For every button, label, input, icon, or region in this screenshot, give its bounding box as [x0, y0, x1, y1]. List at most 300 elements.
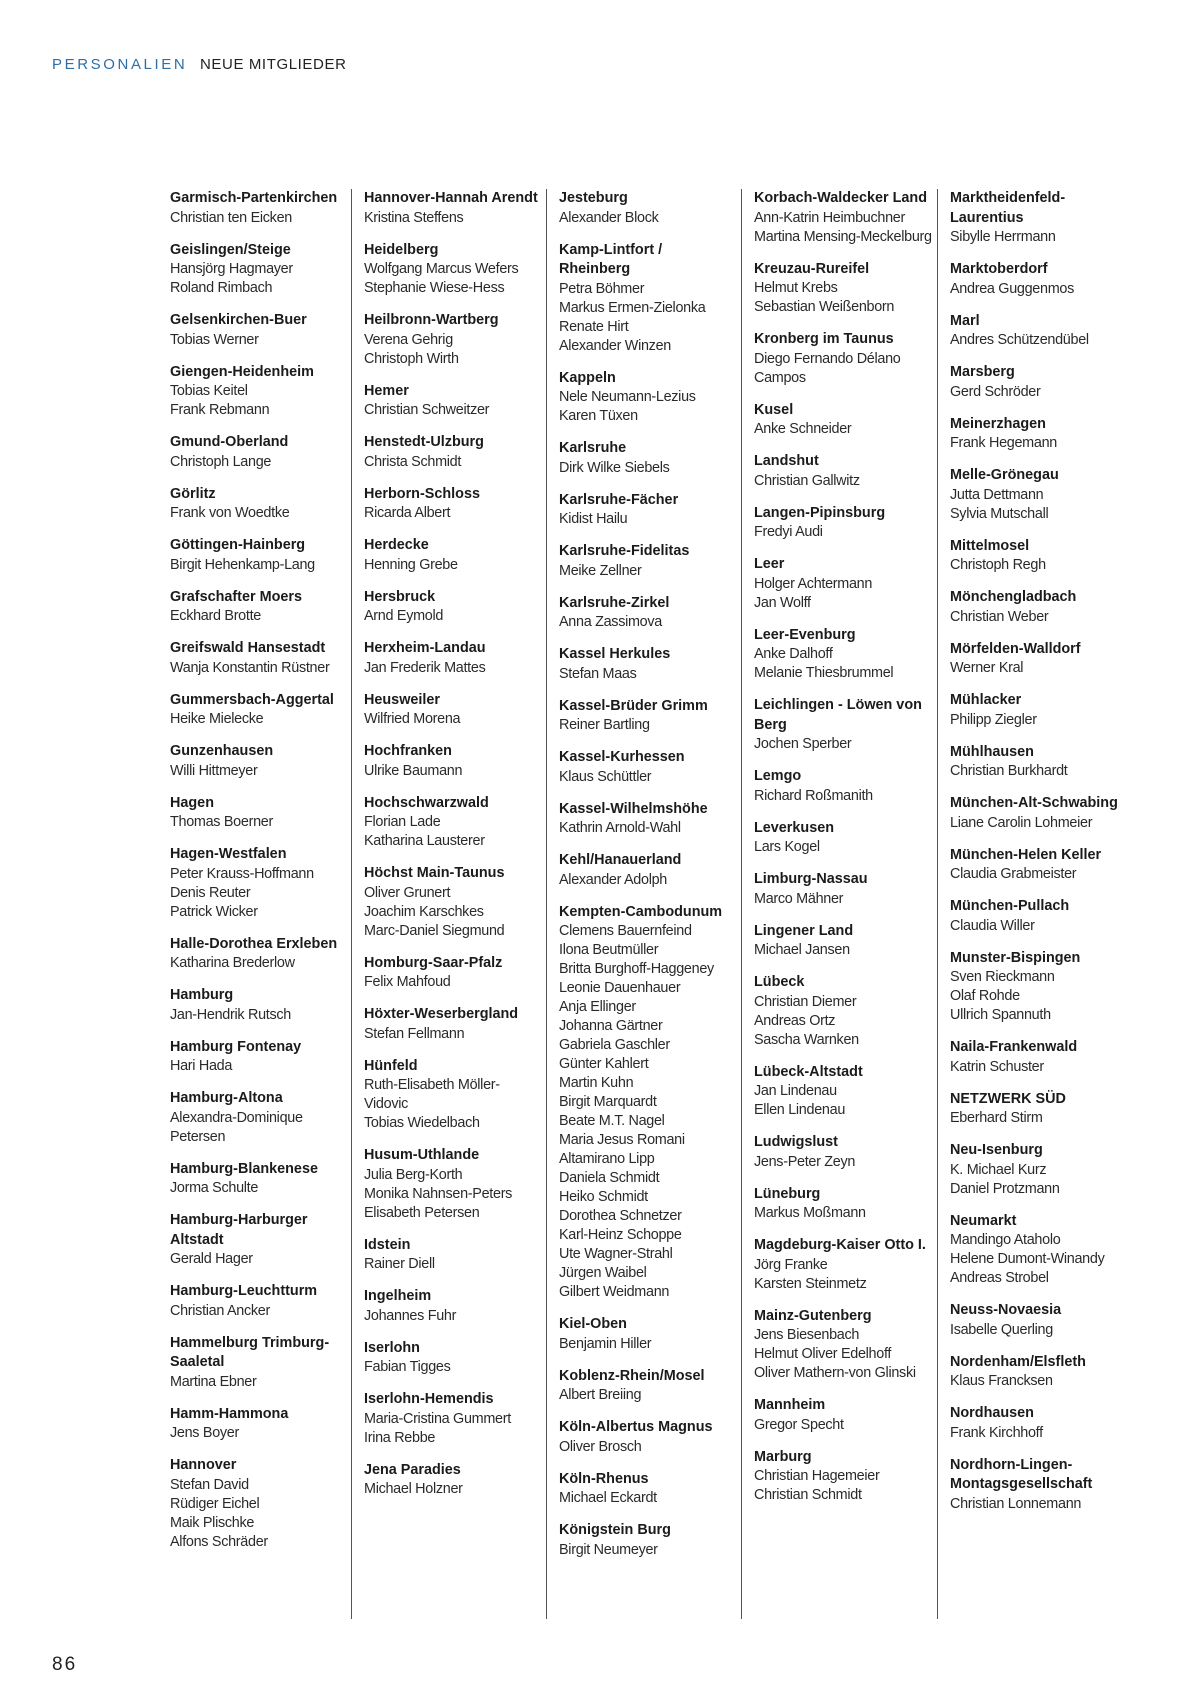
member-name: Benjamin Hiller: [559, 1335, 652, 1352]
member-entry: [559, 1418, 737, 1457]
member-entry: [950, 312, 1128, 351]
member-entry: [170, 639, 348, 678]
club-name: Nordhausen: [950, 1405, 1034, 1421]
club-name: Höxter-Weserbergland: [364, 1006, 519, 1022]
member-entry: [559, 439, 737, 478]
member-name: Liane Carolin Lohmeier: [950, 814, 1093, 831]
member-name: Jörg Franke: [754, 1256, 828, 1273]
club-name: Hagen-Westfalen: [170, 846, 287, 862]
member-entry: [754, 767, 932, 806]
member-entry: [950, 1090, 1128, 1129]
member-entry: [364, 189, 542, 228]
member-entry: [364, 1057, 542, 1134]
member-name: Sven Rieckmann: [950, 969, 1055, 985]
member-entry: [950, 846, 1128, 885]
member-entry: [559, 1315, 737, 1354]
member-name: Felix Mahfoud: [364, 974, 451, 990]
member-name: Reiner Bartling: [559, 717, 650, 733]
member-entry: [170, 588, 348, 627]
member-entry: [364, 864, 542, 941]
club-name: Görlitz: [170, 485, 216, 502]
member-name: Ilona Beutmüller: [559, 942, 659, 958]
club-name: NETZWERK SÜD: [950, 1090, 1066, 1107]
club-name: Ludwigslust: [754, 1134, 838, 1150]
member-name: Thomas Boerner: [170, 814, 273, 830]
member-entry: [559, 697, 737, 736]
member-entry: [754, 696, 932, 754]
member-name: Anke Schneider: [754, 421, 852, 437]
member-name: Christoph Wirth: [364, 350, 459, 367]
member-name: Gerald Hager: [170, 1251, 253, 1267]
club-name: Mainz-Gutenberg: [754, 1307, 872, 1324]
member-name: Tobias Wiedelbach: [364, 1115, 480, 1131]
member-name: Jens Boyer: [170, 1425, 239, 1441]
member-entry: [170, 1160, 348, 1199]
member-name: Helmut Krebs: [754, 280, 838, 296]
club-name: Leer-Evenburg: [754, 626, 856, 643]
club-name: Karlsruhe: [559, 440, 627, 456]
club-name: Hochfranken: [364, 743, 452, 759]
member-name: Johanna Gärtner: [559, 1018, 663, 1034]
member-name: Frank von Woedtke: [170, 505, 290, 521]
member-name: Ruth-Elisabeth Möller-Vidovic: [364, 1077, 500, 1112]
club-name: München-Helen Keller: [950, 846, 1102, 863]
member-entry: [950, 1353, 1128, 1392]
club-name: Kappeln: [559, 369, 616, 386]
member-name: Jürgen Waibel: [559, 1265, 647, 1281]
member-name: Sibylle Herrmann: [950, 229, 1056, 245]
club-name: Heidelberg: [364, 241, 439, 258]
member-name: Nele Neumann-Lezius: [559, 389, 696, 405]
member-name: Andrea Guggenmos: [950, 280, 1074, 297]
club-name: Grafschafter Moers: [170, 588, 302, 605]
member-name: Christian Diemer: [754, 993, 857, 1010]
member-entry: [364, 742, 542, 781]
club-name: Mönchengladbach: [950, 589, 1077, 605]
member-entry: [754, 1185, 932, 1224]
member-entry: [559, 1367, 737, 1406]
member-name: Katrin Schuster: [950, 1058, 1044, 1075]
member-name: Henning Grebe: [364, 556, 458, 573]
member-name: Ute Wagner-Strahl: [559, 1246, 673, 1262]
member-name: Anja Ellinger: [559, 999, 636, 1015]
club-name: Hannover-Hannah Arendt: [364, 190, 538, 206]
club-name: Lübeck: [754, 974, 805, 990]
member-name: Claudia Willer: [950, 917, 1035, 934]
member-entry: [364, 588, 542, 627]
club-name: Kassel Herkules: [559, 646, 671, 662]
member-name: Florian Lade: [364, 814, 441, 830]
member-name: Heike Mielecke: [170, 711, 264, 727]
member-name: Elisabeth Petersen: [364, 1204, 480, 1221]
member-entry: [364, 1287, 542, 1326]
club-name: Heusweiler: [364, 691, 440, 708]
member-entry: [364, 1146, 542, 1223]
member-entry: [754, 1448, 932, 1506]
member-entry: [364, 311, 542, 369]
club-name: Hamburg Fontenay: [170, 1038, 302, 1055]
member-name: Birgit Marquardt: [559, 1094, 657, 1110]
member-name: Gerd Schröder: [950, 383, 1041, 400]
club-name: Neumarkt: [950, 1212, 1017, 1229]
member-name: Michael Holzner: [364, 1481, 463, 1497]
club-name: Lingener Land: [754, 922, 854, 939]
club-name: Gunzenhausen: [170, 743, 274, 759]
member-entry: [559, 645, 737, 684]
member-name: Ann-Katrin Heimbuchner: [754, 209, 905, 226]
member-name: Johannes Fuhr: [364, 1307, 457, 1324]
member-name: Andreas Strobel: [950, 1270, 1049, 1286]
member-entry: [754, 401, 932, 440]
member-name: Christian Ancker: [170, 1302, 270, 1319]
member-entry: [754, 330, 932, 388]
member-name: Alexandra-Dominique Petersen: [170, 1109, 303, 1145]
club-name: Ingelheim: [364, 1288, 432, 1304]
member-name: Frank Kirchhoff: [950, 1424, 1043, 1441]
member-entry: [754, 626, 932, 684]
member-name: Daniel Protzmann: [950, 1180, 1060, 1197]
member-entry: [754, 260, 932, 318]
member-name: Kristina Steffens: [364, 209, 464, 226]
member-name: Christa Schmidt: [364, 453, 462, 470]
column-4: [741, 189, 932, 1619]
member-name: Jorma Schulte: [170, 1180, 259, 1196]
member-name: Klaus Francksen: [950, 1373, 1053, 1389]
member-entry: [950, 415, 1128, 454]
club-name: Koblenz-Rhein/Mosel: [559, 1367, 705, 1384]
member-name: Tobias Werner: [170, 331, 259, 348]
member-entry: [170, 433, 348, 472]
member-name: Eckhard Brotte: [170, 608, 261, 624]
member-entry: [559, 241, 737, 356]
member-name: Heiko Schmidt: [559, 1189, 648, 1205]
member-entry: [170, 691, 348, 730]
member-entry: [950, 640, 1128, 679]
club-name: Geislingen/Steige: [170, 241, 291, 258]
member-name: Ulrike Baumann: [364, 762, 463, 779]
member-entry: [559, 851, 737, 890]
club-name: Hamburg-Leuchtturm: [170, 1283, 318, 1299]
member-entry: [364, 485, 542, 524]
club-name: Köln-Rhenus: [559, 1470, 649, 1487]
club-name: Nordenham/Elsfleth: [950, 1353, 1086, 1370]
member-entry: [170, 485, 348, 524]
club-name: Neuss-Novaesia: [950, 1302, 1062, 1318]
club-name: Homburg-Saar-Pfalz: [364, 954, 503, 971]
member-entry: [559, 542, 737, 581]
club-name: Henstedt-Ulzburg: [364, 434, 484, 450]
member-name: Stefan David: [170, 1476, 249, 1493]
member-entry: [170, 1334, 348, 1392]
member-name: Petra Böhmer: [559, 280, 645, 297]
member-name: Christian Burkhardt: [950, 763, 1068, 779]
page-header: [52, 56, 347, 73]
member-entry: [950, 949, 1128, 1026]
member-entry: [170, 536, 348, 575]
club-name: Leverkusen: [754, 819, 834, 836]
member-name: Marco Mähner: [754, 890, 844, 907]
member-entry: [950, 794, 1128, 833]
member-entry: [950, 897, 1128, 936]
member-entry: [364, 1339, 542, 1378]
member-entry: [950, 1038, 1128, 1077]
member-name: Helmut Oliver Edelhoff: [754, 1346, 892, 1362]
club-name: Meinerzhagen: [950, 415, 1046, 432]
member-name: Kathrin Arnold-Wahl: [559, 820, 681, 836]
member-entry: [364, 1461, 542, 1500]
member-name: Gabriela Gaschler: [559, 1037, 670, 1053]
member-name: Anke Dalhoff: [754, 646, 833, 662]
club-name: Göttingen-Hainberg: [170, 537, 306, 553]
member-name: Martina Ebner: [170, 1373, 257, 1390]
member-name: Maik Plischke: [170, 1514, 255, 1531]
member-name: Rainer Diell: [364, 1256, 435, 1272]
member-name: Kidist Hailu: [559, 511, 628, 527]
club-name: Gummersbach-Aggertal: [170, 691, 334, 708]
member-name: Alexander Adolph: [559, 871, 668, 888]
member-name: Katharina Brederlow: [170, 955, 295, 971]
member-name: Katharina Lausterer: [364, 833, 485, 849]
member-name: Sylvia Mutschall: [950, 505, 1049, 522]
member-entry: [364, 954, 542, 993]
member-name: Jens Biesenbach: [754, 1327, 860, 1343]
club-name: Iserlohn-Hemendis: [364, 1391, 494, 1407]
member-name: Leonie Dauenhauer: [559, 980, 681, 996]
member-entry: [364, 639, 542, 678]
member-name: Christoph Lange: [170, 453, 272, 470]
member-name: Markus Ermen-Zielonka: [559, 299, 706, 316]
member-name: Verena Gehrig: [364, 331, 453, 348]
member-name: Willi Hittmeyer: [170, 762, 258, 779]
club-name: Hamburg-Harburger Altstadt: [170, 1212, 308, 1248]
member-entry: [364, 382, 542, 421]
member-name: Altamirano Lipp: [559, 1151, 655, 1167]
page-title: NEUE MITGLIEDER: [199, 56, 347, 73]
member-name: Daniela Schmidt: [559, 1170, 660, 1186]
member-name: Isabelle Querling: [950, 1321, 1053, 1338]
member-entry: [364, 536, 542, 575]
club-name: Hamm-Hammona: [170, 1405, 289, 1422]
club-name: Hagen: [170, 794, 214, 811]
member-name: Wolfgang Marcus Wefers: [364, 261, 519, 277]
member-name: Stefan Maas: [559, 665, 637, 682]
club-name: Husum-Uthlande: [364, 1147, 480, 1163]
club-name: Munster-Bispingen: [950, 949, 1081, 966]
club-name: Kassel-Wilhelmshöhe: [559, 800, 708, 817]
member-name: Christian Gallwitz: [754, 472, 860, 489]
member-entry: [170, 935, 348, 974]
member-name: Albert Breiing: [559, 1387, 642, 1403]
member-name: Sascha Warnken: [754, 1031, 859, 1048]
member-entry: [364, 1390, 542, 1448]
member-name: Maria Jesus Romani: [559, 1132, 685, 1148]
member-name: Andreas Ortz: [754, 1012, 836, 1029]
club-name: Magdeburg-Kaiser Otto I.: [754, 1237, 926, 1253]
member-name: Jan Wolff: [754, 594, 811, 611]
member-name: Peter Krauss-Hoffmann: [170, 865, 314, 882]
member-entry: [950, 466, 1128, 524]
club-name: Leer: [754, 556, 785, 572]
club-name: Marl: [950, 312, 980, 329]
member-name: Beate M.T. Nagel: [559, 1113, 665, 1129]
member-name: K. Michael Kurz: [950, 1161, 1047, 1178]
member-name: Helene Dumont-Winandy: [950, 1251, 1105, 1267]
member-name: Britta Burghoff-Haggeney: [559, 961, 714, 977]
club-name: Hemer: [364, 382, 409, 399]
member-entry: [950, 691, 1128, 730]
club-name: Herborn-Schloss: [364, 485, 480, 502]
club-name: Greifswald Hansestadt: [170, 640, 326, 656]
club-name: Köln-Albertus Magnus: [559, 1419, 713, 1435]
member-name: Sebastian Weißenborn: [754, 299, 895, 315]
member-name: Karsten Steinmetz: [754, 1275, 867, 1292]
club-name: Hünfeld: [364, 1057, 418, 1074]
column-5: [937, 189, 1128, 1619]
member-entry: [170, 742, 348, 781]
member-entry: [170, 189, 348, 228]
member-entry: [754, 922, 932, 961]
member-name: Michael Jansen: [754, 942, 850, 958]
member-entry: [170, 1456, 348, 1552]
member-name: Anna Zassimova: [559, 614, 662, 630]
club-name: Marktheidenfeld-Laurentius: [950, 190, 1066, 226]
member-name: Birgit Neumeyer: [559, 1541, 658, 1558]
club-name: Hamburg-Altona: [170, 1090, 283, 1106]
club-name: Kreuzau-Rureifel: [754, 260, 870, 277]
member-entry: [170, 1038, 348, 1077]
member-entry: [364, 433, 542, 472]
member-name: Meike Zellner: [559, 562, 642, 579]
member-name: Markus Moßmann: [754, 1205, 866, 1221]
member-name: Jochen Sperber: [754, 736, 852, 752]
member-name: Jan Frederik Mattes: [364, 659, 486, 676]
member-name: Jan-Hendrik Rutsch: [170, 1006, 291, 1023]
column-1: [170, 189, 348, 1619]
member-name: Werner Kral: [950, 660, 1024, 676]
member-name: Alfons Schräder: [170, 1533, 268, 1550]
club-name: Mühlacker: [950, 692, 1022, 708]
member-entry: [559, 491, 737, 530]
member-name: Philipp Ziegler: [950, 711, 1037, 728]
club-name: Karlsruhe-Fächer: [559, 491, 679, 508]
member-entry: [950, 588, 1128, 627]
member-columns: [0, 189, 1200, 1619]
member-entry: [364, 691, 542, 730]
member-name: Christian Lonnemann: [950, 1495, 1082, 1512]
member-name: Karl-Heinz Schoppe: [559, 1227, 682, 1243]
column-3: [546, 189, 737, 1619]
club-name: Lüneburg: [754, 1185, 821, 1202]
member-name: Jutta Dettmann: [950, 486, 1044, 503]
member-name: Melanie Thiesbrummel: [754, 665, 894, 681]
member-name: Julia Berg-Korth: [364, 1166, 463, 1183]
club-name: Hamburg: [170, 987, 234, 1003]
member-name: Ullrich Spannuth: [950, 1007, 1051, 1023]
member-name: Birgit Hehenkamp-Lang: [170, 556, 315, 573]
member-name: Wilfried Morena: [364, 711, 461, 727]
member-entry: [559, 594, 737, 633]
club-name: Mittelmosel: [950, 537, 1030, 554]
club-name: Idstein: [364, 1236, 411, 1253]
club-name: Höchst Main-Taunus: [364, 865, 505, 881]
club-name: Iserlohn: [364, 1339, 420, 1356]
member-name: Karen Tüxen: [559, 408, 638, 424]
member-entry: [170, 986, 348, 1025]
club-name: Langen-Pipinsburg: [754, 504, 886, 521]
member-name: Christian Schweitzer: [364, 402, 490, 418]
member-entry: [364, 1005, 542, 1044]
club-name: Marktoberdorf: [950, 261, 1048, 277]
member-name: Hari Hada: [170, 1058, 233, 1074]
club-name: Königstein Burg: [559, 1522, 671, 1538]
member-name: Klaus Schüttler: [559, 768, 652, 785]
member-entry: [754, 819, 932, 858]
member-entry: [364, 1236, 542, 1275]
club-name: Herxheim-Landau: [364, 640, 486, 656]
club-name: Kiel-Oben: [559, 1316, 627, 1332]
member-entry: [950, 363, 1128, 402]
member-name: Tobias Keitel: [170, 383, 248, 399]
member-name: Fabian Tigges: [364, 1359, 451, 1375]
member-name: Günter Kahlert: [559, 1056, 649, 1072]
member-name: Oliver Grunert: [364, 884, 451, 901]
club-name: Mannheim: [754, 1397, 826, 1413]
member-name: Christian Hagemeier: [754, 1468, 880, 1484]
member-entry: [950, 1212, 1128, 1289]
member-name: Marc-Daniel Siegmund: [364, 922, 505, 939]
member-name: Wanja Konstantin Rüstner: [170, 659, 330, 676]
member-name: Christian Weber: [950, 608, 1049, 625]
member-name: Maria-Cristina Gummert: [364, 1410, 511, 1427]
member-entry: [170, 363, 348, 421]
club-name: Naila-Frankenwald: [950, 1039, 1078, 1055]
club-name: Leichlingen - Löwen von Berg: [754, 697, 922, 733]
club-name: München-Alt-Schwabing: [950, 795, 1118, 811]
member-name: Joachim Karschkes: [364, 903, 484, 920]
member-name: Christian Schmidt: [754, 1487, 862, 1503]
member-name: Richard Roßmanith: [754, 787, 873, 804]
member-name: Patrick Wicker: [170, 903, 258, 920]
member-name: Ricarda Albert: [364, 505, 451, 521]
member-entry: [754, 1396, 932, 1435]
section-label: PERSONALIEN: [52, 56, 188, 73]
club-name: Kronberg im Taunus: [754, 331, 894, 347]
member-name: Frank Rebmann: [170, 402, 270, 418]
member-name: Michael Eckardt: [559, 1490, 657, 1506]
member-name: Roland Rimbach: [170, 280, 273, 296]
member-entry: [170, 1089, 348, 1147]
member-name: Martina Mensing-Meckelburg: [754, 228, 932, 245]
member-name: Andres Schützendübel: [950, 332, 1089, 348]
member-entry: [950, 537, 1128, 576]
club-name: Gmund-Oberland: [170, 434, 289, 450]
member-name: Jens-Peter Zeyn: [754, 1153, 856, 1170]
member-name: Diego Fernando Délano Campos: [754, 350, 901, 386]
club-name: Hamburg-Blankenese: [170, 1160, 318, 1177]
club-name: Marburg: [754, 1448, 812, 1465]
member-entry: [170, 1211, 348, 1269]
club-name: Herdecke: [364, 537, 429, 553]
club-name: Kehl/Hanauerland: [559, 852, 682, 868]
club-name: Gelsenkirchen-Buer: [170, 312, 307, 328]
member-name: Irina Rebbe: [364, 1429, 436, 1446]
member-entry: [754, 1063, 932, 1121]
club-name: Hochschwarzwald: [364, 794, 489, 811]
club-name: Melle-Grönegau: [950, 467, 1059, 483]
club-name: Halle-Dorothea Erxleben: [170, 935, 338, 952]
member-name: Ellen Lindenau: [754, 1102, 846, 1118]
member-name: Dorothea Schnetzer: [559, 1208, 682, 1224]
